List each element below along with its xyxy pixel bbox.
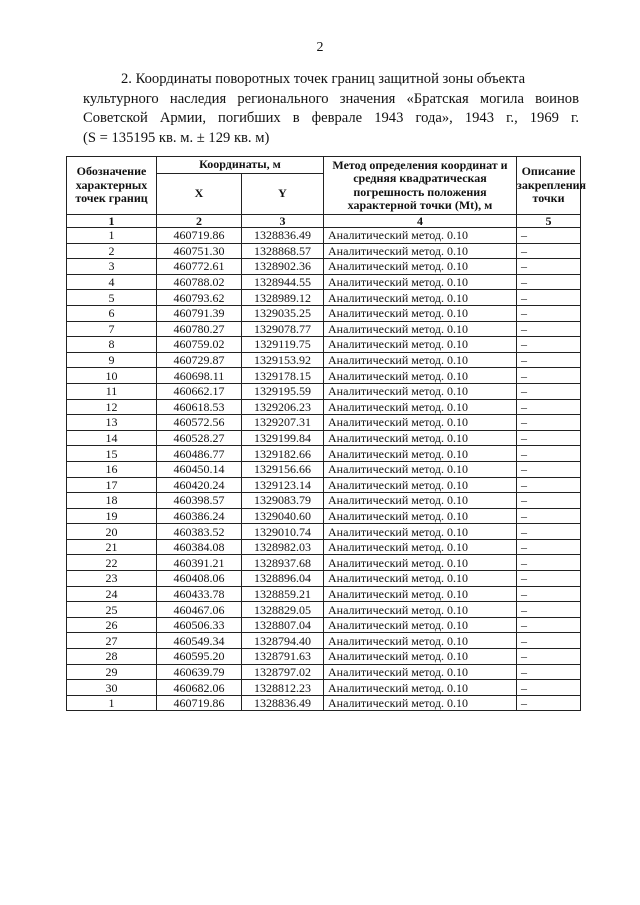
x-cell: 460719.86: [157, 228, 242, 244]
y-cell: 1329123.14: [242, 477, 324, 493]
method-cell: Аналитический метод. 0.10: [324, 477, 517, 493]
method-cell: Аналитический метод. 0.10: [324, 680, 517, 696]
method-cell: Аналитический метод. 0.10: [324, 493, 517, 509]
y-cell: 1329119.75: [242, 337, 324, 353]
method-cell: Аналитический метод. 0.10: [324, 539, 517, 555]
heading-line-2: культурного наследия регионального значения «Братская могила воинов: [83, 90, 579, 107]
y-cell: 1328812.23: [242, 680, 324, 696]
column-number: 4: [324, 215, 517, 228]
method-cell: Аналитический метод. 0.10: [324, 274, 517, 290]
point-cell: 1: [67, 228, 157, 244]
table-row: [67, 539, 581, 555]
x-cell: 460408.06: [157, 571, 242, 587]
description-cell: –: [517, 305, 581, 321]
y-cell: 1329207.31: [242, 415, 324, 431]
point-cell: 4: [67, 274, 157, 290]
table-row: [67, 430, 581, 446]
method-cell: Аналитический метод. 0.10: [324, 415, 517, 431]
method-cell: Аналитический метод. 0.10: [324, 695, 517, 711]
point-cell: 9: [67, 352, 157, 368]
point-cell: 10: [67, 368, 157, 384]
description-cell: –: [517, 477, 581, 493]
description-cell: –: [517, 383, 581, 399]
description-cell: –: [517, 337, 581, 353]
header-coordinates: Координаты, м: [157, 157, 324, 174]
method-cell: Аналитический метод. 0.10: [324, 555, 517, 571]
x-cell: 460759.02: [157, 337, 242, 353]
x-cell: 460549.34: [157, 633, 242, 649]
y-cell: 1328836.49: [242, 228, 324, 244]
table-row: [67, 352, 581, 368]
x-cell: 460398.57: [157, 493, 242, 509]
description-cell: –: [517, 430, 581, 446]
x-cell: 460751.30: [157, 243, 242, 259]
y-cell: 1329153.92: [242, 352, 324, 368]
point-cell: 22: [67, 555, 157, 571]
description-cell: –: [517, 695, 581, 711]
description-cell: –: [517, 446, 581, 462]
description-cell: –: [517, 617, 581, 633]
x-cell: 460793.62: [157, 290, 242, 306]
point-cell: 3: [67, 259, 157, 275]
method-cell: Аналитический метод. 0.10: [324, 649, 517, 665]
section-heading: [83, 70, 579, 148]
x-cell: 460791.39: [157, 305, 242, 321]
table-row: [67, 493, 581, 509]
y-cell: 1329199.84: [242, 430, 324, 446]
y-cell: 1328902.36: [242, 259, 324, 275]
page-number: 2: [316, 40, 324, 55]
description-cell: –: [517, 243, 581, 259]
y-cell: 1329182.66: [242, 446, 324, 462]
table-row: [67, 337, 581, 353]
description-cell: –: [517, 493, 581, 509]
method-cell: Аналитический метод. 0.10: [324, 259, 517, 275]
x-cell: 460450.14: [157, 461, 242, 477]
description-cell: –: [517, 680, 581, 696]
header-description: Описание закрепления точки: [517, 157, 581, 215]
description-cell: –: [517, 586, 581, 602]
y-cell: 1328797.02: [242, 664, 324, 680]
description-cell: –: [517, 555, 581, 571]
y-cell: 1328791.63: [242, 649, 324, 665]
point-cell: 19: [67, 508, 157, 524]
table-row: [67, 368, 581, 384]
table-row: [67, 399, 581, 415]
method-cell: Аналитический метод. 0.10: [324, 664, 517, 680]
y-cell: 1329035.25: [242, 305, 324, 321]
point-cell: 14: [67, 430, 157, 446]
point-cell: 12: [67, 399, 157, 415]
x-cell: 460682.06: [157, 680, 242, 696]
x-cell: 460618.53: [157, 399, 242, 415]
table-row: [67, 633, 581, 649]
method-cell: Аналитический метод. 0.10: [324, 446, 517, 462]
point-cell: 16: [67, 461, 157, 477]
table-row: [67, 228, 581, 244]
y-cell: 1328896.04: [242, 571, 324, 587]
description-cell: –: [517, 259, 581, 275]
point-cell: 5: [67, 290, 157, 306]
y-cell: 1328868.57: [242, 243, 324, 259]
table-row: [67, 243, 581, 259]
table-row: [67, 259, 581, 275]
description-cell: –: [517, 290, 581, 306]
description-cell: –: [517, 602, 581, 618]
table-row: [67, 555, 581, 571]
x-cell: 460486.77: [157, 446, 242, 462]
table-row: [67, 290, 581, 306]
point-cell: 28: [67, 649, 157, 665]
header-x: X: [157, 174, 242, 215]
table-row: [67, 680, 581, 696]
description-cell: –: [517, 664, 581, 680]
table-row: [67, 617, 581, 633]
description-cell: –: [517, 415, 581, 431]
x-cell: 460386.24: [157, 508, 242, 524]
x-cell: 460506.33: [157, 617, 242, 633]
y-cell: 1328794.40: [242, 633, 324, 649]
y-cell: 1328982.03: [242, 539, 324, 555]
method-cell: Аналитический метод. 0.10: [324, 633, 517, 649]
description-cell: –: [517, 539, 581, 555]
method-cell: Аналитический метод. 0.10: [324, 571, 517, 587]
point-cell: 8: [67, 337, 157, 353]
method-cell: Аналитический метод. 0.10: [324, 524, 517, 540]
y-cell: 1328989.12: [242, 290, 324, 306]
table-row: [67, 649, 581, 665]
y-cell: 1329156.66: [242, 461, 324, 477]
method-cell: Аналитический метод. 0.10: [324, 337, 517, 353]
point-cell: 24: [67, 586, 157, 602]
header-y: Y: [242, 174, 324, 215]
table-row: [67, 586, 581, 602]
y-cell: 1328859.21: [242, 586, 324, 602]
table-row: [67, 446, 581, 462]
description-cell: –: [517, 368, 581, 384]
table-row: [67, 571, 581, 587]
description-cell: –: [517, 524, 581, 540]
x-cell: 460788.02: [157, 274, 242, 290]
column-number: 1: [67, 215, 157, 228]
point-cell: 21: [67, 539, 157, 555]
method-cell: Аналитический метод. 0.10: [324, 383, 517, 399]
y-cell: 1328944.55: [242, 274, 324, 290]
x-cell: 460719.86: [157, 695, 242, 711]
point-cell: 18: [67, 493, 157, 509]
column-numbers-row: [67, 215, 581, 228]
column-number: 3: [242, 215, 324, 228]
table-row: [67, 508, 581, 524]
method-cell: Аналитический метод. 0.10: [324, 368, 517, 384]
point-cell: 26: [67, 617, 157, 633]
x-cell: 460384.08: [157, 539, 242, 555]
x-cell: 460639.79: [157, 664, 242, 680]
method-cell: Аналитический метод. 0.10: [324, 305, 517, 321]
x-cell: 460772.61: [157, 259, 242, 275]
method-cell: Аналитический метод. 0.10: [324, 508, 517, 524]
y-cell: 1329040.60: [242, 508, 324, 524]
point-cell: 1: [67, 695, 157, 711]
x-cell: 460595.20: [157, 649, 242, 665]
x-cell: 460698.11: [157, 368, 242, 384]
point-cell: 7: [67, 321, 157, 337]
x-cell: 460572.56: [157, 415, 242, 431]
method-cell: Аналитический метод. 0.10: [324, 352, 517, 368]
table-row: [67, 664, 581, 680]
coordinates-table: [66, 156, 587, 711]
method-cell: Аналитический метод. 0.10: [324, 430, 517, 446]
x-cell: 460433.78: [157, 586, 242, 602]
y-cell: 1329083.79: [242, 493, 324, 509]
point-cell: 27: [67, 633, 157, 649]
y-cell: 1328937.68: [242, 555, 324, 571]
table-row: [67, 477, 581, 493]
point-cell: 17: [67, 477, 157, 493]
column-number: 2: [157, 215, 242, 228]
header-designation: Обозначение характерных точек границ: [67, 157, 157, 215]
point-cell: 23: [67, 571, 157, 587]
table-row: [67, 524, 581, 540]
table-row: [67, 695, 581, 711]
column-number: 5: [517, 215, 581, 228]
point-cell: 29: [67, 664, 157, 680]
heading-line-3: Советской Армии, погибших в феврале 1943 года», 1943 г., 1969 г.: [83, 110, 579, 126]
description-cell: –: [517, 508, 581, 524]
description-cell: –: [517, 352, 581, 368]
table-row: [67, 602, 581, 618]
method-cell: Аналитический метод. 0.10: [324, 290, 517, 306]
description-cell: –: [517, 321, 581, 337]
y-cell: 1329178.15: [242, 368, 324, 384]
point-cell: 11: [67, 383, 157, 399]
heading-line-4: (S = 135195 кв. м. ± 129 кв. м): [83, 129, 270, 146]
point-cell: 13: [67, 415, 157, 431]
header-method: Метод определения координат и средняя квадратическая погрешность положения характерной точки (Mt), м: [324, 157, 517, 215]
table-row: [67, 274, 581, 290]
y-cell: 1329078.77: [242, 321, 324, 337]
y-cell: 1328807.04: [242, 617, 324, 633]
description-cell: –: [517, 633, 581, 649]
method-cell: Аналитический метод. 0.10: [324, 321, 517, 337]
x-cell: 460662.17: [157, 383, 242, 399]
method-cell: Аналитический метод. 0.10: [324, 617, 517, 633]
y-cell: 1329010.74: [242, 524, 324, 540]
x-cell: 460467.06: [157, 602, 242, 618]
table-row: [67, 321, 581, 337]
point-cell: 30: [67, 680, 157, 696]
point-cell: 20: [67, 524, 157, 540]
method-cell: Аналитический метод. 0.10: [324, 399, 517, 415]
x-cell: 460420.24: [157, 477, 242, 493]
table-row: [67, 461, 581, 477]
description-cell: –: [517, 649, 581, 665]
point-cell: 6: [67, 305, 157, 321]
description-cell: –: [517, 461, 581, 477]
method-cell: Аналитический метод. 0.10: [324, 602, 517, 618]
table-body: [67, 228, 581, 711]
y-cell: 1329195.59: [242, 383, 324, 399]
x-cell: 460383.52: [157, 524, 242, 540]
method-cell: Аналитический метод. 0.10: [324, 586, 517, 602]
y-cell: 1329206.23: [242, 399, 324, 415]
method-cell: Аналитический метод. 0.10: [324, 243, 517, 259]
y-cell: 1328836.49: [242, 695, 324, 711]
x-cell: 460391.21: [157, 555, 242, 571]
description-cell: –: [517, 399, 581, 415]
description-cell: –: [517, 571, 581, 587]
x-cell: 460780.27: [157, 321, 242, 337]
heading-line-1: 2. Координаты поворотных точек границ защитной зоны объекта: [121, 71, 526, 87]
y-cell: 1328829.05: [242, 602, 324, 618]
description-cell: –: [517, 274, 581, 290]
x-cell: 460528.27: [157, 430, 242, 446]
method-cell: Аналитический метод. 0.10: [324, 461, 517, 477]
table-row: [67, 383, 581, 399]
x-cell: 460729.87: [157, 352, 242, 368]
table-row: [67, 415, 581, 431]
table-row: [67, 305, 581, 321]
point-cell: 25: [67, 602, 157, 618]
point-cell: 2: [67, 243, 157, 259]
description-cell: –: [517, 228, 581, 244]
method-cell: Аналитический метод. 0.10: [324, 228, 517, 244]
point-cell: 15: [67, 446, 157, 462]
